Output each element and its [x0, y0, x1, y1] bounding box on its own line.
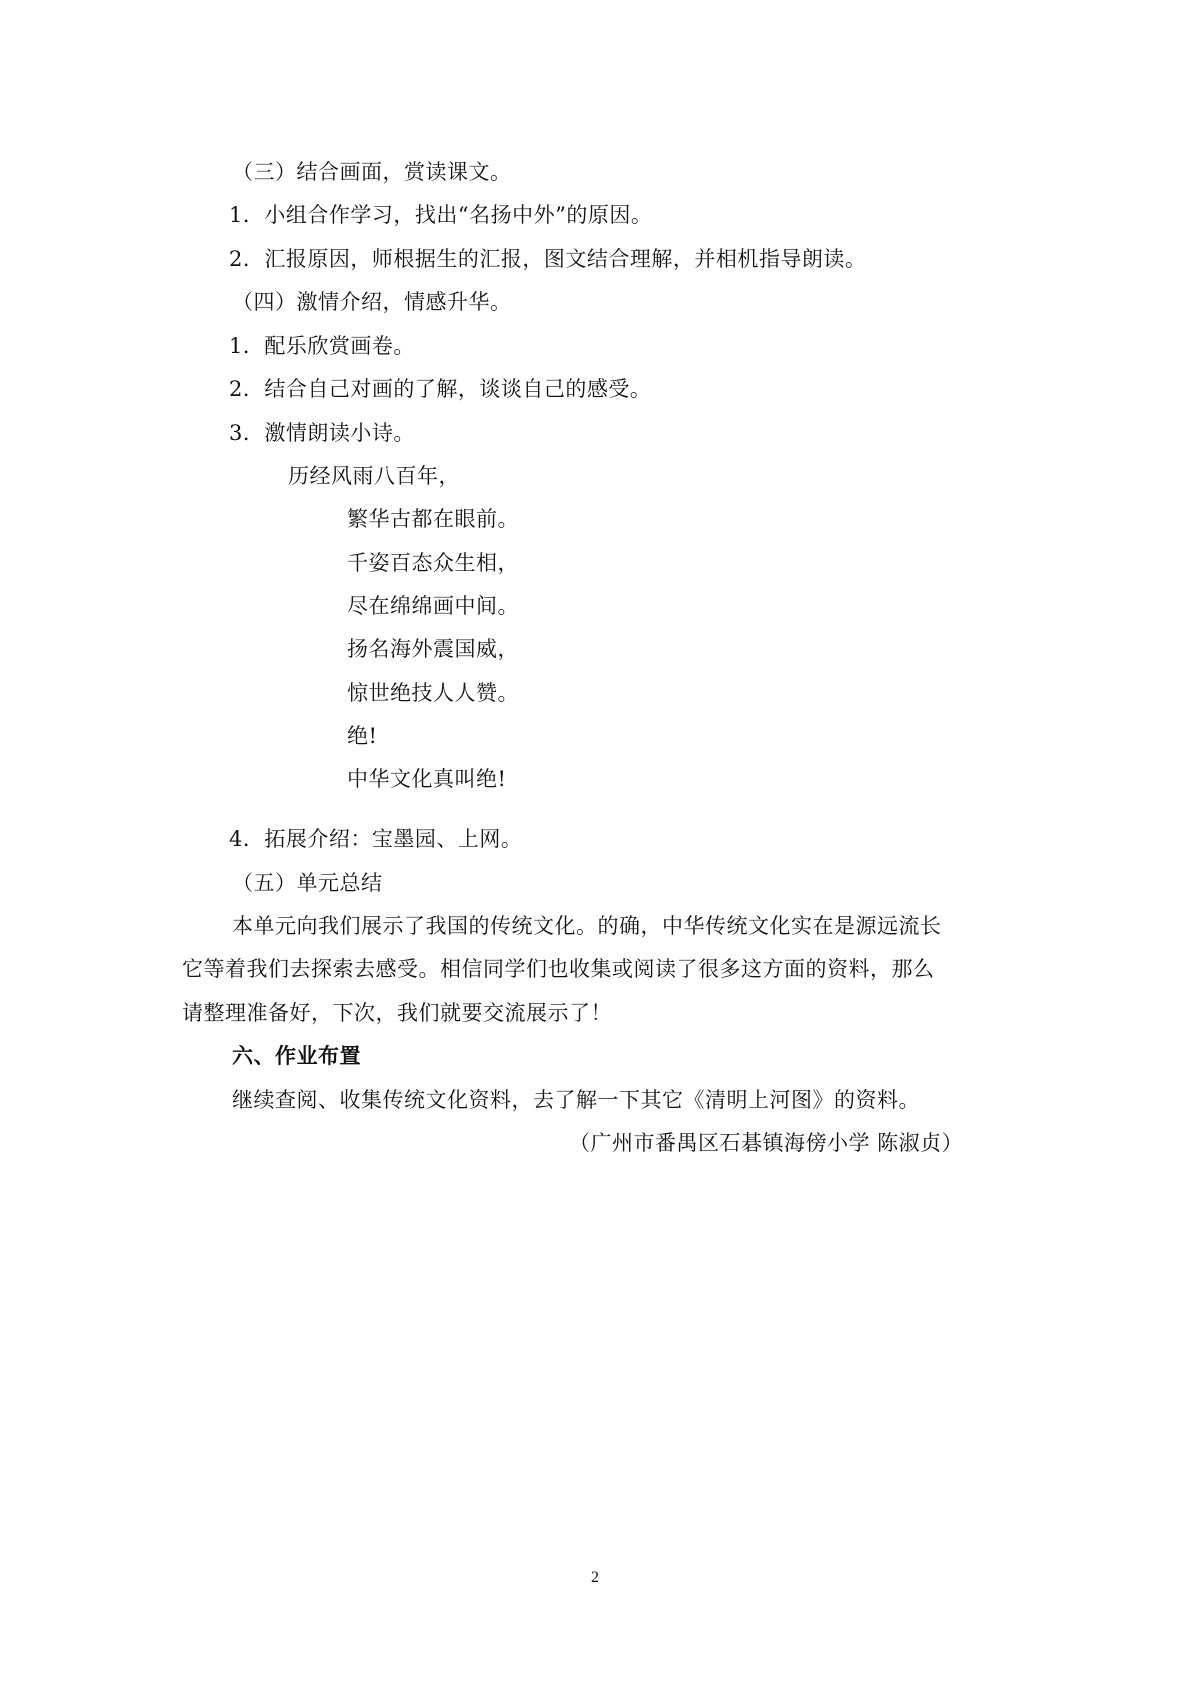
- page-number: 2: [591, 1569, 599, 1586]
- section4-item-2: 2．结合自己对画的了解，谈谈自己的感受。: [229, 377, 652, 401]
- poem-line: 扬名海外震国威，: [347, 637, 519, 661]
- poem-line: 中华文化真叫绝!: [347, 767, 507, 791]
- section6-heading: 六、作业布置: [232, 1044, 361, 1068]
- section4-heading: （四）激情介绍，情感升华。: [232, 290, 512, 314]
- author-attribution: （广州市番禺区石碁镇海傍小学 陈淑贞）: [569, 1131, 964, 1155]
- poem-line: 历经风雨八百年，: [288, 464, 460, 488]
- section3-item-2: 2．汇报原因，师根据生的汇报，图文结合理解，并相机指导朗读。: [229, 247, 867, 271]
- section5-paragraph-line: 请整理准备好，下次，我们就要交流展示了！: [182, 1001, 612, 1025]
- section6-text: 继续查阅、收集传统文化资料，去了解一下其它《清明上河图》的资料。: [232, 1088, 920, 1112]
- section3-item-1: 1．小组合作学习，找出“名扬中外”的原因。: [229, 203, 653, 227]
- poem-line: 繁华古都在眼前。: [347, 507, 519, 531]
- section4-item-4: 4．拓展介绍：宝墨园、上网。: [229, 827, 523, 851]
- poem-line: 惊世绝技人人赞。: [347, 681, 519, 705]
- section4-item-3: 3．激情朗读小诗。: [229, 421, 415, 445]
- poem-line: 千姿百态众生相，: [347, 551, 519, 575]
- section5-paragraph-line: 本单元向我们展示了我国的传统文化。的确，中华传统文化实在是源远流长: [232, 914, 942, 938]
- section3-heading: （三）结合画面，赏读课文。: [232, 160, 512, 184]
- section4-item-1: 1．配乐欣赏画卷。: [229, 334, 415, 358]
- section5-heading: （五）单元总结: [232, 871, 383, 895]
- poem-line: 绝!: [347, 724, 378, 748]
- section5-paragraph-line: 它等着我们去探索去感受。相信同学们也收集或阅读了很多这方面的资料，那么: [182, 957, 935, 981]
- poem-line: 尽在绵绵画中间。: [347, 594, 519, 618]
